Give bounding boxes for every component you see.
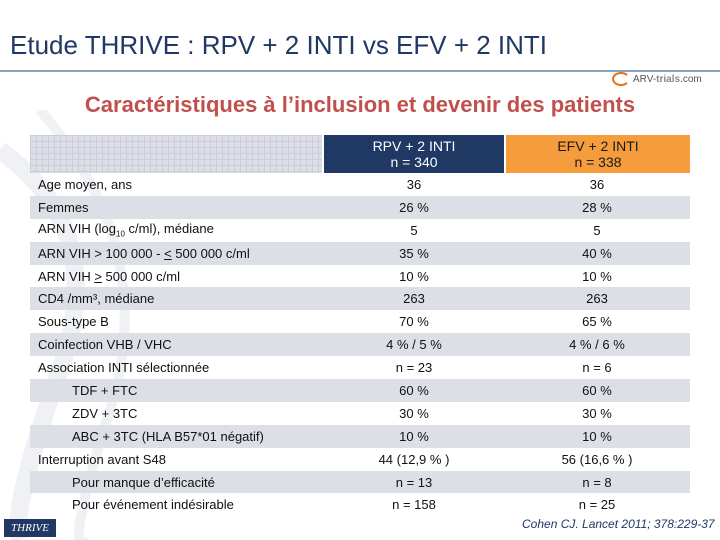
table-row [30, 425, 690, 448]
efv-value: 65 % [582, 314, 612, 330]
table-row [30, 173, 690, 196]
rpv-value: n = 13 [395, 474, 433, 490]
table-row [30, 242, 690, 265]
table-row [30, 310, 690, 333]
rpv-value: 10 % [399, 268, 429, 284]
row-label-subscript: 10 [116, 230, 125, 240]
rpv-value: 36 [406, 176, 422, 192]
row-label-start: ARN VIH [38, 268, 95, 284]
table-row [30, 356, 690, 379]
row-label: TDF + FTC [72, 382, 138, 398]
row-label: ZDV + 3TC [72, 405, 138, 421]
row-label [30, 221, 324, 239]
efv-value: 10 % [582, 268, 612, 284]
arv-trials-logo [612, 70, 702, 88]
rpv-value: 30 % [399, 405, 429, 421]
row-label [30, 269, 324, 284]
row-label-symbol: > [94, 268, 102, 284]
header-efv-column [506, 135, 690, 173]
logo-swirl-icon [612, 72, 630, 86]
row-label-start: ARN VIH (log [38, 221, 117, 237]
header-efv-n: n = 338 [574, 154, 622, 170]
table-row [30, 219, 690, 242]
rpv-value: n = 158 [392, 497, 436, 513]
row-label: Pour événement indésirable [72, 497, 234, 513]
efv-value: 36 [589, 176, 605, 192]
characteristics-table [30, 135, 690, 516]
efv-value: 10 % [582, 428, 612, 444]
row-label: CD4 /mm³, médiane [38, 291, 155, 307]
rpv-value: 35 % [399, 245, 429, 261]
row-label: Pour manque d’efficacité [72, 474, 215, 490]
header-efv-arm: EFV + 2 INTI [557, 138, 639, 154]
logo-brand: trials [656, 73, 681, 85]
rpv-value: 70 % [399, 314, 429, 330]
slide-subtitle: Caractéristiques à l’inclusion et devenir des patients [84, 92, 636, 117]
table-row [30, 265, 690, 288]
table-row [30, 402, 690, 425]
rpv-value: 44 (12,9 % ) [378, 451, 450, 467]
thrive-badge: THRIVE [4, 519, 56, 537]
rpv-value: 10 % [399, 428, 429, 444]
row-label: Coinfection VHB / VHC [38, 337, 172, 353]
efv-value: 60 % [582, 382, 612, 398]
row-label-end: 500 000 c/ml [171, 245, 250, 261]
efv-value: 4 % / 6 % [569, 337, 625, 353]
header-rpv-n: n = 340 [390, 154, 438, 170]
rpv-value: n = 23 [395, 360, 433, 376]
row-label [30, 246, 324, 261]
header-blank-cell [30, 135, 322, 173]
table-row [30, 333, 690, 356]
row-label: Association INTI sélectionnée [38, 360, 210, 376]
rpv-value: 26 % [399, 199, 429, 215]
table-row [30, 448, 690, 471]
efv-value: 56 (16,6 % ) [561, 451, 633, 467]
rpv-value: 60 % [399, 382, 429, 398]
table-header [30, 135, 690, 173]
row-label-start: ARN VIH > 100 000 - [38, 245, 165, 261]
efv-value: n = 25 [578, 497, 616, 513]
rpv-value: 5 [410, 222, 418, 238]
logo-prefix: ARV- [633, 73, 657, 85]
rpv-value: 4 % / 5 % [386, 337, 442, 353]
table-row [30, 493, 690, 516]
logo-suffix: .com [680, 73, 702, 85]
table-row [30, 379, 690, 402]
efv-value: 263 [586, 291, 608, 307]
table-row [30, 196, 690, 219]
citation: Cohen CJ. Lancet 2011; 378:229-37 [522, 517, 715, 531]
slide-title: Etude THRIVE : RPV + 2 INTI vs EFV + 2 INTI [10, 30, 548, 60]
efv-value: 28 % [582, 199, 612, 215]
table-row [30, 287, 690, 310]
row-label-symbol: < [164, 245, 172, 261]
header-rpv-column [324, 135, 504, 173]
efv-value: n = 6 [582, 360, 612, 376]
row-label: ABC + 3TC (HLA B57*01 négatif) [72, 428, 264, 444]
rpv-value: 263 [403, 291, 425, 307]
efv-value: n = 8 [582, 474, 612, 490]
header-rpv-arm: RPV + 2 INTI [372, 138, 456, 154]
row-label: Femmes [38, 199, 89, 215]
row-label: Sous-type B [38, 314, 109, 330]
efv-value: 5 [593, 222, 601, 238]
row-label-end: 500 000 c/ml [101, 268, 180, 284]
efv-value: 30 % [582, 405, 612, 421]
row-label: Age moyen, ans [38, 176, 132, 192]
row-label-end: c/ml), médiane [124, 221, 214, 237]
row-label: Interruption avant S48 [38, 451, 166, 467]
efv-value: 40 % [582, 245, 612, 261]
table-row [30, 471, 690, 494]
